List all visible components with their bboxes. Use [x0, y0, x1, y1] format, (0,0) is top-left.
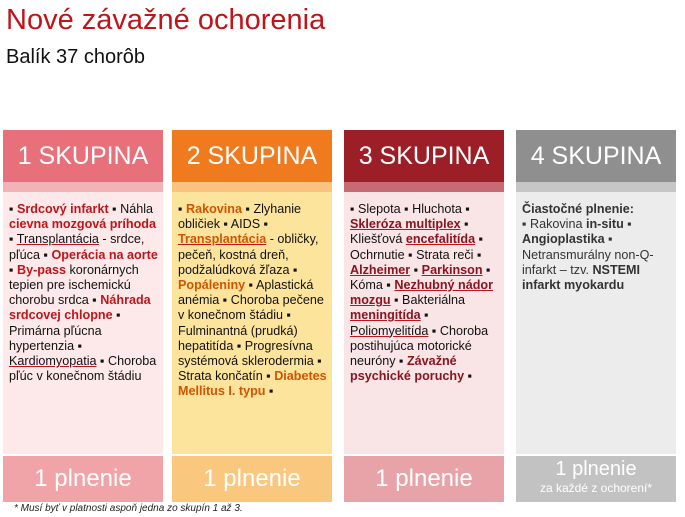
footnote: * Musí byť v platnosti aspoň jedna zo skupín 1 až 3. [14, 503, 243, 514]
group-4-footer [516, 456, 676, 502]
disease-item: Strata reči [416, 247, 474, 262]
disease-item: Strata končatín [178, 369, 263, 384]
group-2-list: ▪ Rakovina ▪ Zlyhanie obličiek ▪ AIDS ▪ Transplantácia - obličky, pečeň, kostná dreň, podžalúdková žľaza ▪ Popáleniny ▪ Aplastická anémia ▪ Choroba pečene v konečnom štádiu ▪ Fulminantná (prudká) hepatitída ▪ Progresívna systémová sklerodermia ▪ Strata končatín ▪ Diabetes Mellitus I. typu ▪ [172, 192, 332, 454]
disease-item: Srdcový infarkt [16, 202, 109, 216]
disease-item: NSTEMI infarkt myokardu [522, 262, 641, 293]
disease-item: Choroba postihujúca motorické neuróny [350, 323, 489, 369]
group-4-column [516, 130, 676, 502]
group-3-benefit: 1 plnenie [375, 465, 473, 492]
page-subtitle: Balík 37 chorôb [6, 46, 145, 68]
disease-item: Bakteriálna [402, 293, 466, 308]
disease-item: Skleróza multiplex [350, 217, 461, 232]
disease-item: Kliešťová [350, 232, 403, 247]
page-title: Nové závažné ochorenia [6, 4, 326, 36]
disease-item: Náhrada srdcovej chlopne [9, 293, 151, 323]
disease-item: Diabetes Mellitus I. typu [178, 369, 327, 399]
disease-item: cievna mozgová príhoda [9, 217, 156, 232]
group-1-footer [3, 456, 163, 502]
group-1-divider [3, 182, 163, 192]
group-3-header: 3 SKUPINA [344, 130, 504, 182]
disease-item: Náhla [120, 202, 154, 216]
disease-item: By-pass [16, 262, 66, 277]
disease-item: Zlyhanie obličiek [178, 202, 302, 232]
disease-item: Netransmurálny non-Q-infarkt – tzv. [522, 247, 654, 277]
group-2-column [172, 130, 332, 502]
group-3-footer [344, 456, 504, 502]
group-4-divider [516, 182, 676, 192]
group-1-header: 1 SKUPINA [3, 130, 163, 182]
disease-item: Aplastická anémia [178, 278, 314, 308]
disease-item: meningitída [350, 308, 421, 323]
disease-item: Alzheimer [350, 262, 411, 277]
group-1-benefit: 1 plnenie [34, 465, 132, 492]
disease-item: Transplantácia [16, 232, 99, 247]
disease-item: Nezhubný nádor mozgu [350, 278, 494, 308]
disease-item: Rakovina [529, 217, 583, 232]
group-2-divider [172, 182, 332, 192]
disease-item: in-situ [585, 217, 624, 232]
disease-item-detail: - srdce, pľúca [9, 232, 145, 262]
group-2-footer [172, 456, 332, 502]
group-4-list: Čiastočné plnenie: ▪ Rakovina in-situ ▪ Angioplastika ▪ Netransmurálny non-Q-infarkt – tzv. NSTEMI infarkt myokardu [516, 192, 676, 454]
group-2-benefit: 1 plnenie [203, 465, 301, 492]
disease-item: encefalitída [405, 232, 476, 247]
disease-item: Slepota [357, 202, 401, 216]
disease-item: Kardiomyopatia [9, 354, 97, 369]
group-4-header: 4 SKUPINA [516, 130, 676, 182]
group-1-column [3, 130, 163, 502]
partial-benefit-label: Čiastočné plnenie: [522, 202, 634, 216]
group-3-divider [344, 182, 504, 192]
disease-item: Choroba pečene v konečnom štádiu [178, 293, 324, 323]
disease-item: Popáleniny [178, 278, 246, 293]
group-4-benefit-note: za každé z ochorení* [539, 481, 653, 495]
disease-item: Závažné psychické poruchy [350, 354, 465, 384]
disease-item: Rakovina [185, 202, 242, 216]
disease-item: Hluchota [412, 202, 462, 216]
disease-item: Kóma [350, 278, 383, 293]
group-4-benefit: 1 plnenie [555, 458, 637, 480]
group-3-column [344, 130, 504, 502]
group-3-list: ▪ Slepota ▪ Hluchota ▪ Skleróza multiplex ▪ Kliešťová encefalitída ▪ Ochrnutie ▪ Strata reči ▪ Alzheimer ▪ Parkinson ▪ Kóma ▪ Nezhubný nádor mozgu ▪ Bakteriálna meningitída ▪ Poliomyelitída ▪ Choroba postihujúca motorické neuróny ▪ Závažné psychické poruchy ▪ [344, 192, 504, 454]
disease-item-detail: - obličky, pečeň, kostná dreň, podžalúdková žľaza [178, 232, 319, 277]
disease-item: Primárna pľúcna hypertenzia [9, 323, 102, 353]
disease-item: Parkinson [421, 262, 483, 277]
disease-item: Transplantácia [178, 232, 267, 247]
group-1-list: ▪ Srdcový infarkt ▪ Náhla cievna mozgová príhoda ▪ Transplantácia - srdce, pľúca ▪ Operácia na aorte ▪ By-pass koronárnych tepien pre ischemickú chorobu srdca ▪ Náhrada srdcovej chlopne ▪ Primárna pľúcna hypertenzia ▪ Kardiomyopatia ▪ Choroba pľúc v konečnom štádiu [3, 192, 163, 454]
group-2-header: 2 SKUPINA [172, 130, 332, 182]
disease-item: Ochrnutie [350, 247, 405, 262]
disease-item-detail: koronárnych tepien pre ischemickú chorobu srdca [9, 262, 139, 308]
disease-item: Progresívna systémová sklerodermia [178, 338, 314, 369]
disease-item: Poliomyelitída [350, 323, 429, 338]
disease-item: AIDS [230, 217, 261, 232]
disease-item: Angioplastika [522, 232, 605, 247]
disease-item: Operácia na aorte [51, 247, 158, 262]
disease-item: Fulminantná (prudká) hepatitída [178, 323, 298, 353]
disease-item: Choroba pľúc v konečnom štádiu [9, 354, 157, 384]
